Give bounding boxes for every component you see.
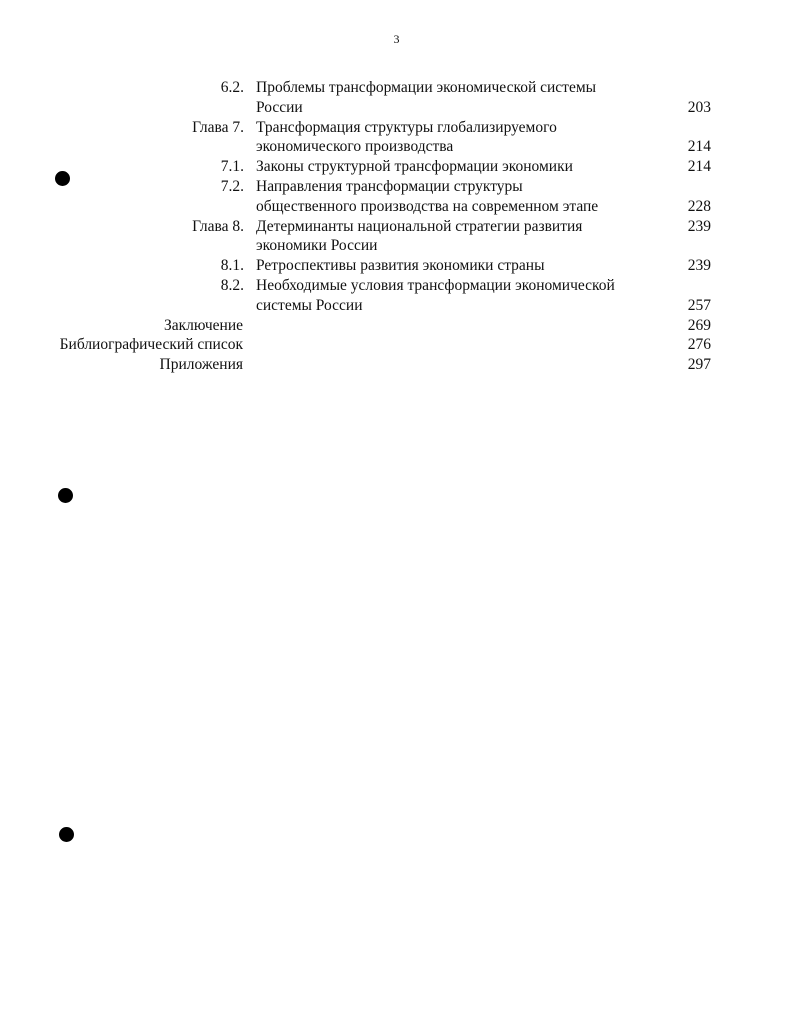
toc-entry-7-2-continued xyxy=(0,197,793,217)
toc-entry-8-2 xyxy=(0,276,793,296)
toc-entry-number: 8.2. xyxy=(220,276,244,294)
toc-entry-7-2 xyxy=(0,177,793,197)
toc-entry-page: 269 xyxy=(687,316,711,334)
toc-entry-title-continued: России xyxy=(256,98,303,116)
toc-entry-title: Законы структурной трансформации экономики xyxy=(256,158,573,176)
toc-entry-6-2 xyxy=(0,78,793,98)
toc-entry-page: 203 xyxy=(687,98,711,116)
toc-entry-page: 214 xyxy=(687,138,711,156)
page-number: 3 xyxy=(393,32,400,46)
toc-entry-conclusion xyxy=(0,316,793,336)
toc-entry-8-2-continued xyxy=(0,296,793,316)
toc-entry-number: Глава 8. xyxy=(192,217,244,235)
toc-entry-chapter-7 xyxy=(0,118,793,138)
toc-entry-page: 239 xyxy=(687,217,711,235)
toc-entry-page: 228 xyxy=(687,197,711,215)
toc-entry-page: 276 xyxy=(687,336,711,354)
toc-entry-page: 297 xyxy=(687,356,711,374)
toc-entry-title: Необходимые условия трансформации экономической xyxy=(256,276,615,294)
toc-entry-page: 257 xyxy=(687,296,711,314)
toc-entry-title-continued: экономического производства xyxy=(256,138,454,156)
punch-hole-mark-bottom xyxy=(59,827,74,842)
toc-entry-number: 6.2. xyxy=(220,79,244,96)
toc-entry-title-continued: системы России xyxy=(256,296,363,314)
toc-entry-bibliography xyxy=(0,335,793,355)
toc-entry-number: 7.1. xyxy=(220,158,244,176)
table-of-contents xyxy=(0,78,793,375)
toc-entry-title: Направления трансформации структуры xyxy=(256,177,523,195)
toc-entry-8-1 xyxy=(0,256,793,276)
toc-entry-title: Трансформация структуры глобализируемого xyxy=(256,118,557,136)
toc-entry-number: 8.1. xyxy=(220,257,244,275)
toc-entry-number: 7.2. xyxy=(220,177,244,195)
toc-entry-title: Библиографический список xyxy=(59,336,243,354)
toc-entry-title-continued: общественного производства на современном этапе xyxy=(256,197,599,215)
toc-entry-chapter-8 xyxy=(0,217,793,237)
punch-hole-mark-top xyxy=(55,171,70,186)
punch-hole-mark-middle xyxy=(58,488,73,503)
toc-entry-title: Приложения xyxy=(159,356,243,374)
toc-entry-number: Глава 7. xyxy=(192,118,244,136)
toc-entry-title: Детерминанты национальной стратегии развития xyxy=(256,217,583,235)
toc-entry-title: Заключение xyxy=(163,316,243,334)
toc-entry-7-1 xyxy=(0,157,793,177)
toc-entry-page: 239 xyxy=(687,257,711,275)
toc-entry-title: Ретроспективы развития экономики страны xyxy=(256,257,545,275)
toc-entry-title: Проблемы трансформации экономической системы xyxy=(256,79,597,96)
toc-entry-appendices xyxy=(0,355,793,375)
toc-entry-chapter-8-continued xyxy=(0,236,793,256)
toc-entry-6-2-continued xyxy=(0,98,793,118)
toc-entry-title-continued: экономики России xyxy=(256,237,378,255)
toc-entry-chapter-7-continued xyxy=(0,137,793,157)
toc-entry-page: 214 xyxy=(687,158,711,176)
